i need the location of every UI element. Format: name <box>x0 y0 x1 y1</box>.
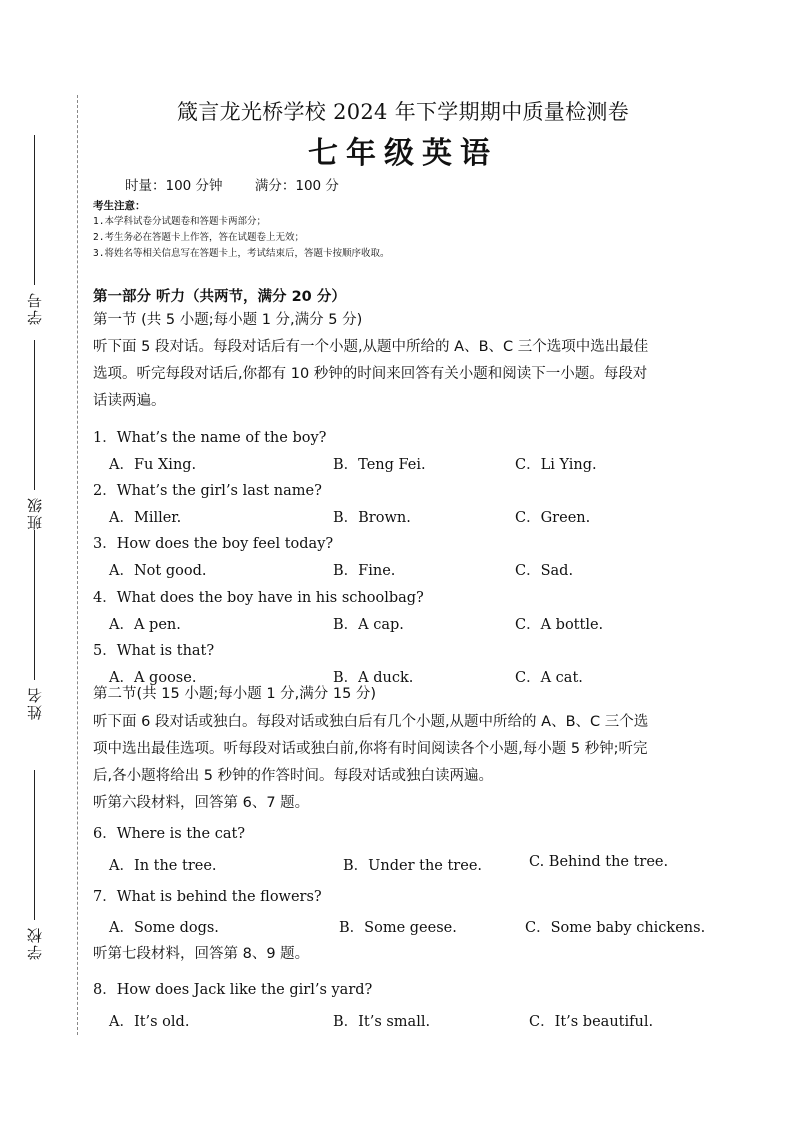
q5-option-b: B．A duck. <box>333 670 414 686</box>
material-7-note: 听第七段材料，回答第 8、9 题。 <box>93 946 310 962</box>
q2-option-b: B．Brown. <box>333 510 411 526</box>
notice-item: 3.将姓名等相关信息写在答题卡上，考试结束后，答题卡按顺序收取。 <box>93 248 390 259</box>
q7-option-b: B．Some geese. <box>339 920 457 936</box>
side-field-class: 班级 <box>22 340 46 530</box>
q7-option-a: A．Some dogs. <box>109 920 219 936</box>
q1-option-a: A．Fu Xing. <box>109 457 197 473</box>
q7-option-c: C．Some baby chickens. <box>525 920 706 936</box>
q5-option-c: C．A cat. <box>515 670 583 686</box>
q2-option-c: C．Green. <box>515 510 591 526</box>
q3-option-b: B．Fine. <box>333 563 396 579</box>
question-5: 5．What is that? <box>93 643 215 659</box>
question-8: 8．How does Jack like the girl’s yard? <box>93 982 373 998</box>
section1-instructions: 听下面 5 段对话。每段对话后有一个小题,从题中所给的 A、B、C 三个选项中选出最佳 选项。听完每段对话后,你都有 10 秒钟的时间来回答有关小题和阅读下一小题。每段对 话读两遍。 <box>93 339 649 409</box>
exam-meta <box>125 174 339 194</box>
binding-cut-line <box>77 95 78 1035</box>
notice-heading: 考生注意： <box>93 200 146 212</box>
question-7: 7．What is behind the flowers? <box>93 889 322 905</box>
side-field-school: 学校 <box>22 770 46 960</box>
q2-option-a: A．Miller. <box>109 510 182 526</box>
notice-item: 2.考生务必在答题卡上作答，答在试题卷上无效； <box>93 232 304 243</box>
material-6-note: 听第六段材料，回答第 6、7 题。 <box>93 795 310 811</box>
section2-heading: 第二节(共 15 小题;每小题 1 分,满分 15 分) <box>93 686 377 702</box>
q4-option-c: C．A bottle. <box>515 617 604 633</box>
question-1: 1．What’s the name of the boy? <box>93 430 327 446</box>
q1-option-b: B．Teng Fei. <box>333 457 426 473</box>
exam-title: 箴言龙光桥学校 2024 年下学期期中质量检测卷 <box>177 100 629 124</box>
time-limit: 时量：100 分钟 <box>125 178 223 194</box>
question-6: 6．Where is the cat? <box>93 826 246 842</box>
notice-block <box>93 198 389 262</box>
q5-option-a: A．A goose. <box>109 670 197 686</box>
side-field-student-id: 学号 <box>22 135 46 325</box>
q8-option-c: C．It’s beautiful. <box>529 1014 654 1030</box>
q8-option-a: A．It’s old. <box>109 1014 190 1030</box>
q6-option-c: C. Behind the tree. <box>529 854 669 870</box>
q4-option-a: A．A pen. <box>109 617 181 633</box>
question-4: 4．What does the boy have in his schoolbag? <box>93 590 424 606</box>
q6-option-b: B．Under the tree. <box>343 858 483 874</box>
q3-option-c: C．Sad. <box>515 563 574 579</box>
section1-heading: 第一节 (共 5 小题;每小题 1 分,满分 5 分) <box>93 312 363 328</box>
q4-option-b: B．A cap. <box>333 617 404 633</box>
side-field-name: 姓名 <box>22 530 46 720</box>
question-3: 3．How does the boy feel today? <box>93 536 334 552</box>
part1-heading: 第一部分 听力（共两节，满分 20 分） <box>93 289 346 305</box>
question-2: 2．What’s the girl’s last name? <box>93 483 322 499</box>
q3-option-a: A．Not good. <box>109 563 207 579</box>
section2-instructions: 听下面 6 段对话或独白。每段对话或独白后有几个小题,从题中所给的 A、B、C 三个选 项中选出最佳选项。听每段对话或独白前,你将有时间阅读各个小题,每小题 5 秒钟;听完 后,各小题将给出 5 秒钟的作答时间。每段对话或独白读两遍。 <box>93 714 649 784</box>
full-score: 满分：100 分 <box>254 178 339 194</box>
q8-option-b: B．It’s small. <box>333 1014 431 1030</box>
q6-option-a: A．In the tree. <box>109 858 217 874</box>
notice-item: 1.本学科试卷分试题卷和答题卡两部分； <box>93 216 266 227</box>
exam-subtitle: 七年级英语 <box>308 136 498 171</box>
q1-option-c: C．Li Ying. <box>515 457 597 473</box>
